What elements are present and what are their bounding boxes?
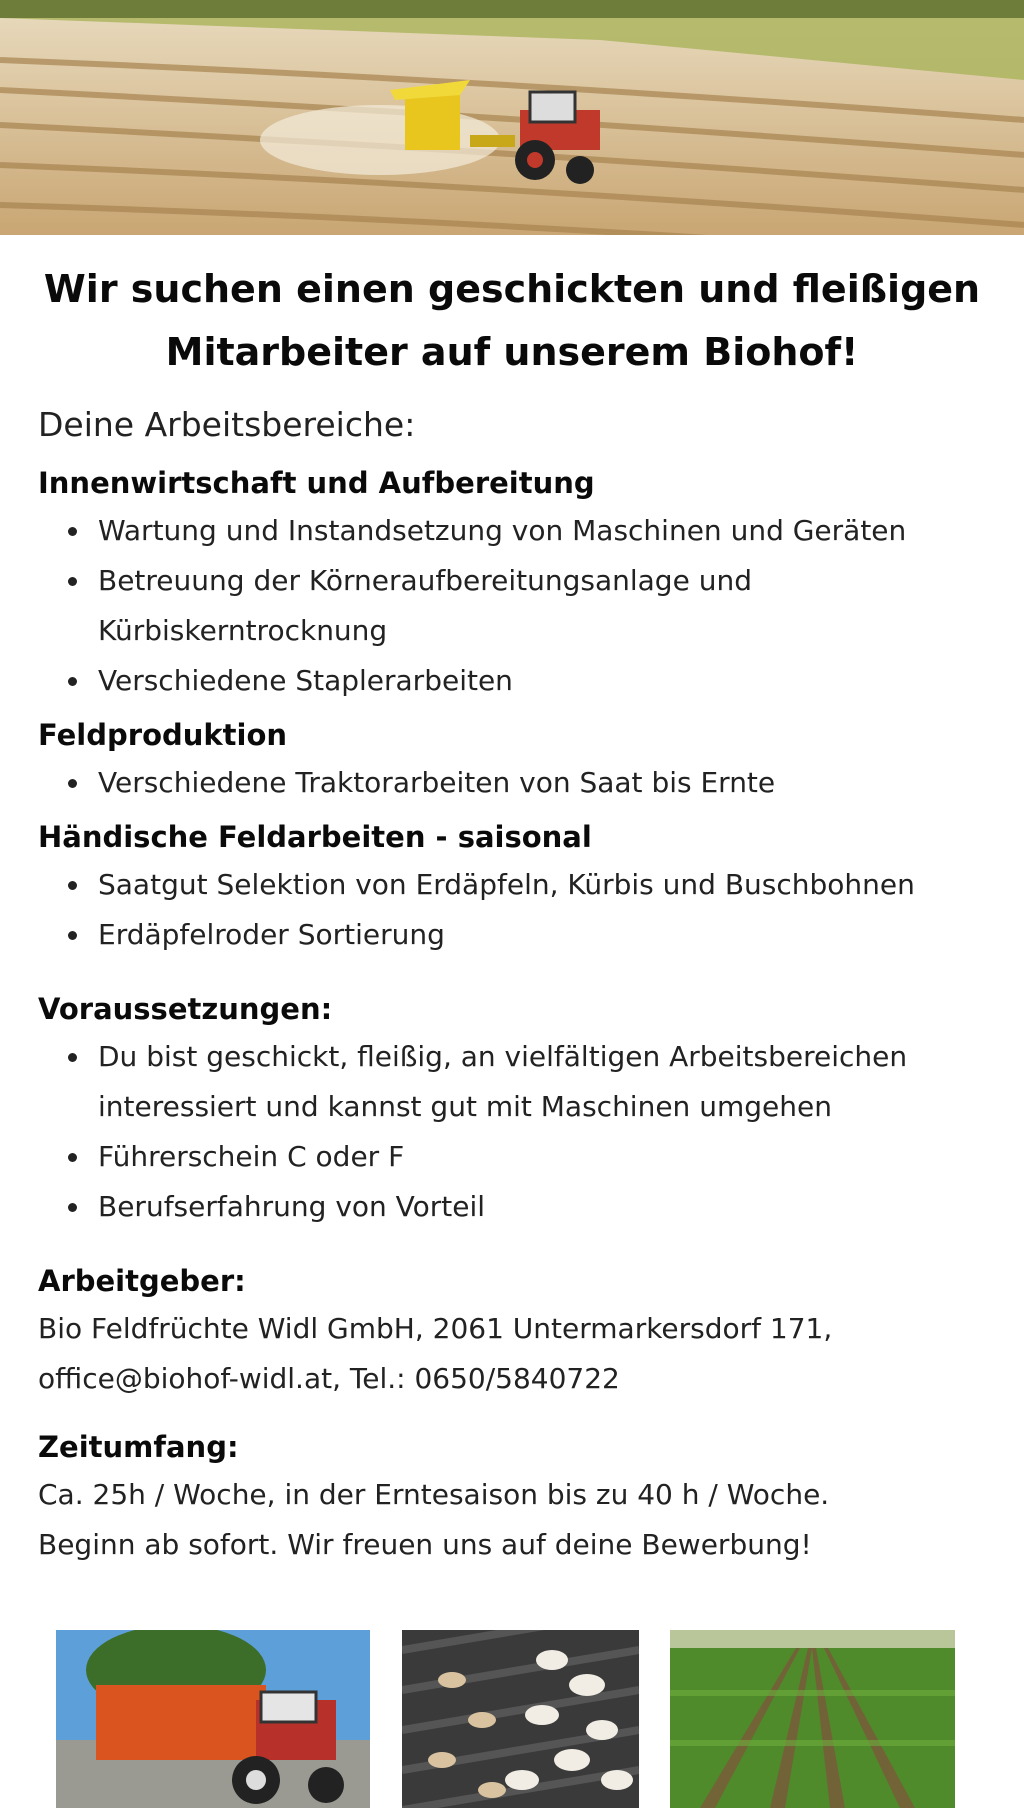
crop-rows-photo (670, 1630, 955, 1808)
section-title-zeitumfang: Zeitumfang: (38, 1430, 239, 1464)
harvester-photo (56, 1630, 370, 1808)
tractor-field-illustration (0, 0, 1024, 235)
section-title-arbeitgeber: Arbeitgeber: (38, 1264, 246, 1298)
list-item: Führerschein C oder F (98, 1132, 998, 1182)
arbeitgeber-line-2: office@biohof-widl.at, Tel.: 0650/5840722 (38, 1362, 620, 1395)
list-item: Saatgut Selektion von Erdäpfeln, Kürbis und Buschbohnen (98, 860, 998, 910)
zeitumfang-line-1: Ca. 25h / Woche, in der Erntesaison bis zu 40 h / Woche. (38, 1478, 830, 1511)
list-feldproduktion (38, 758, 998, 808)
headline (20, 258, 1004, 384)
job-description (38, 400, 998, 1570)
list-item (98, 1032, 998, 1132)
list-innenwirtschaft (38, 506, 998, 706)
list-item: Berufserfahrung von Vorteil (98, 1182, 998, 1232)
section-title-feldproduktion: Feldproduktion (38, 718, 288, 752)
arbeitgeber-line-1: Bio Feldfrüchte Widl GmbH, 2061 Untermarkersdorf 171, (38, 1312, 833, 1345)
list-item (98, 556, 998, 656)
section-title-innenwirtschaft: Innenwirtschaft und Aufbereitung (38, 466, 595, 500)
list-item-continuation: interessiert und kannst gut mit Maschinen umgehen (98, 1090, 832, 1123)
list-item-line: Betreuung der Körneraufbereitungsanlage und (98, 564, 752, 597)
list-item: Verschiedene Staplerarbeiten (98, 656, 998, 706)
section-title-haendisch: Händische Feldarbeiten - saisonal (38, 820, 592, 854)
list-item-continuation: Kürbiskerntrocknung (98, 614, 388, 647)
list-item: Wartung und Instandsetzung von Maschinen und Geräten (98, 506, 998, 556)
intro-text: Deine Arbeitsbereiche: (38, 405, 416, 444)
photo-strip (0, 1630, 1024, 1808)
list-haendisch (38, 860, 998, 960)
list-item: Erdäpfelroder Sortierung (98, 910, 998, 960)
list-voraussetzungen (38, 1032, 998, 1232)
list-item-line: Du bist geschickt, fleißig, an vielfältigen Arbeitsbereichen (98, 1040, 908, 1073)
headline-line-1: Wir suchen einen geschickten und fleißigen (43, 267, 981, 311)
list-item: Verschiedene Traktorarbeiten von Saat bis Ernte (98, 758, 998, 808)
section-title-voraussetzungen: Voraussetzungen: (38, 992, 333, 1026)
zeitumfang-line-2: Beginn ab sofort. Wir freuen uns auf deine Bewerbung! (38, 1528, 812, 1561)
beans-on-conveyor-photo (402, 1630, 639, 1808)
hero-image (0, 0, 1024, 235)
headline-line-2: Mitarbeiter auf unserem Biohof! (165, 330, 859, 374)
